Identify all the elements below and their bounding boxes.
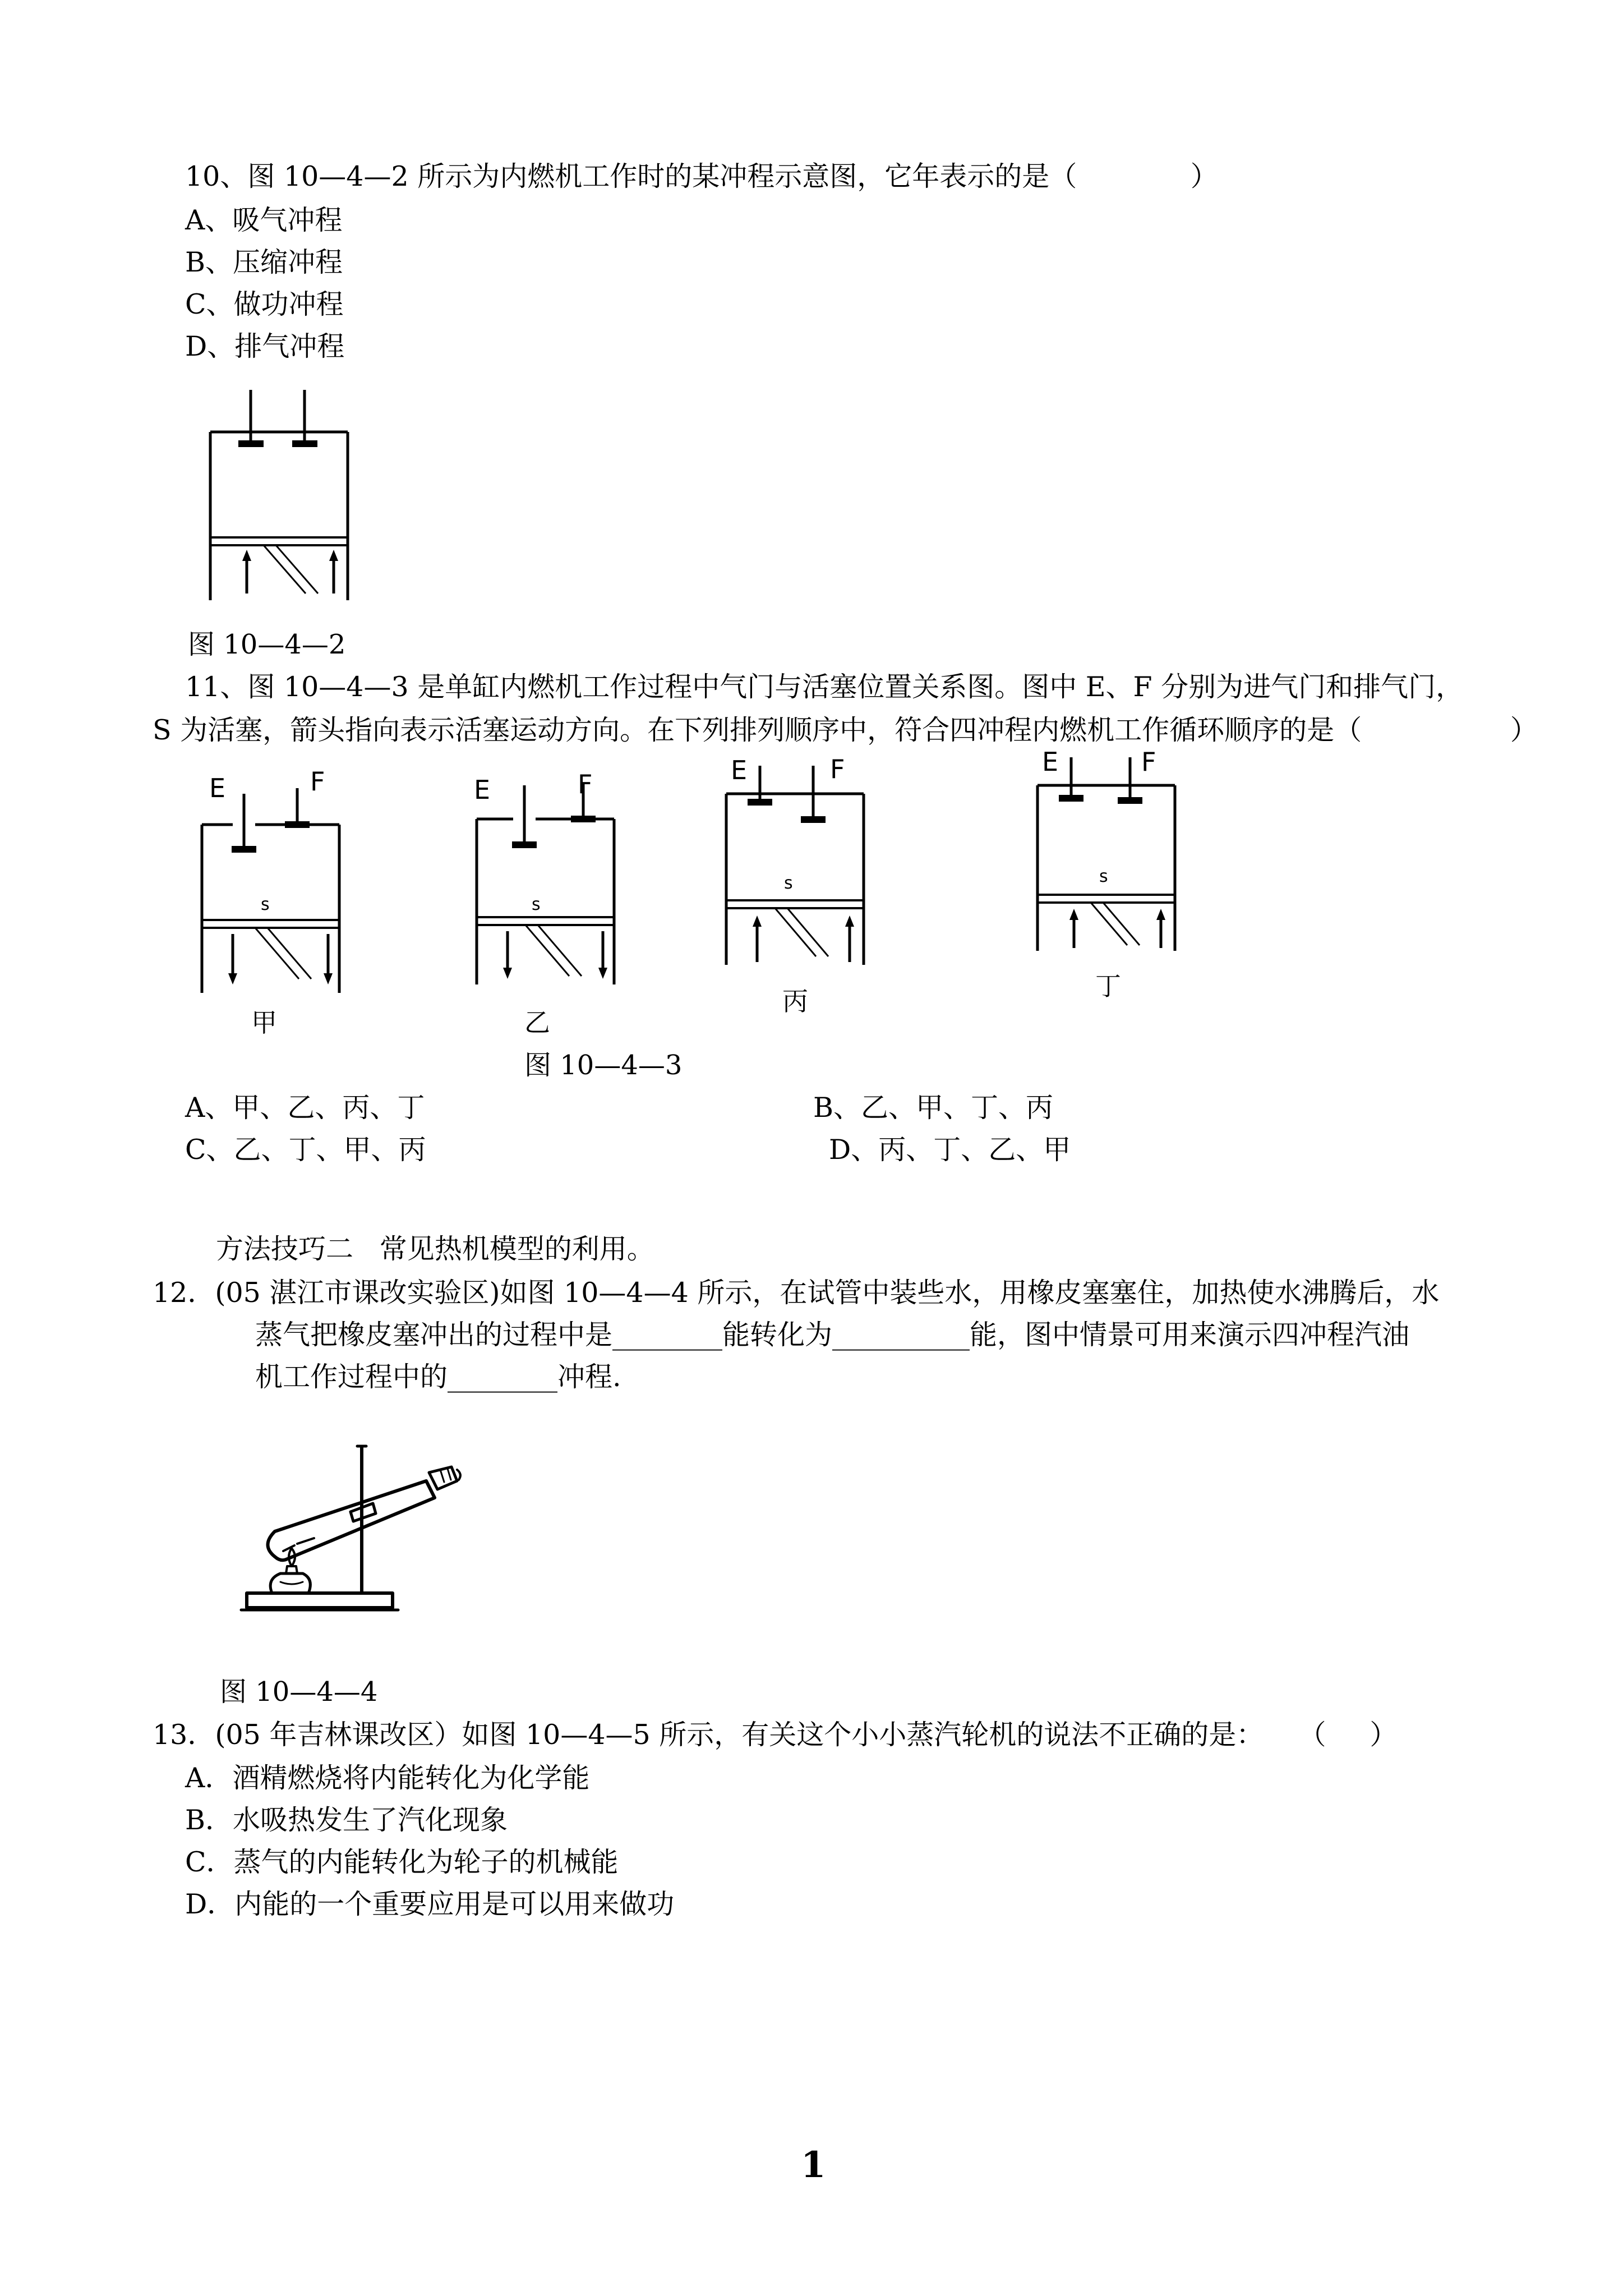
q13-option-a: A．酒精燃烧将内能转化为化学能 — [185, 1762, 590, 1794]
q13-option-d: D．内能的一个重要应用是可以用来做功 — [185, 1888, 675, 1920]
q13-option-b: B．水吸热发生了汽化现象 — [185, 1804, 508, 1836]
q12-line3: 机工作过程中的________冲程. — [255, 1361, 621, 1393]
q10-figure-caption: 图 10—4—2 — [188, 629, 346, 660]
diagram-bing — [723, 763, 869, 968]
q12-line1: 12．(05 湛江市课改实验区)如图 10—4—4 所示，在试管中装些水，用橡皮塞塞住，加热使水沸腾后，水 — [153, 1277, 1440, 1309]
q11-option-b: B、乙、甲、丁、丙 — [813, 1092, 1054, 1124]
q10-stem: 10、图 10—4—2 所示为内燃机工作时的某冲程示意图，它年表示的是（ ） — [185, 160, 1218, 192]
q11-stem-line2: S 为活塞，箭头指向表示活塞运动方向。在下列排列顺序中，符合四冲程内燃机工作循环顺序的是（ ） — [153, 714, 1538, 746]
q13-option-c: C．蒸气的内能转化为轮子的机械能 — [185, 1846, 619, 1878]
jia-label: 甲 — [251, 1007, 277, 1038]
q12-figure-caption: 图 10—4—4 — [220, 1676, 378, 1708]
q11-figure-caption: 图 10—4—3 — [524, 1050, 683, 1081]
ding-label: 丁 — [1095, 971, 1121, 1001]
q11-option-c: C、乙、丁、甲、丙 — [185, 1134, 426, 1166]
q11-option-d: D、丙、丁、乙、甲 — [829, 1134, 1071, 1166]
yi-valve-f-label: F — [578, 769, 593, 799]
diagram-ding — [1035, 754, 1181, 954]
yi-piston-label: s — [532, 895, 541, 914]
q12-line2: 蒸气把橡皮塞冲出的过程中是________能转化为__________能，图中情景可用来演示四冲程汽油 — [255, 1319, 1410, 1351]
jia-piston-label: s — [261, 895, 270, 914]
bing-valve-e-label: E — [731, 755, 748, 785]
section-heading: 方法技巧二 常见热机模型的利用。 — [216, 1233, 654, 1265]
page-number: 1 — [801, 2144, 826, 2186]
q10-option-b: B、压缩冲程 — [185, 246, 343, 278]
q10-option-d: D、排气冲程 — [185, 330, 345, 362]
bing-piston-label: s — [784, 873, 793, 893]
q11-stem-line1: 11、图 10—4—3 是单缸内燃机工作过程中气门与活塞位置关系图。图中 E、F 分别为进气门和排气门， — [185, 671, 1464, 703]
engine-cylinder-diagram — [208, 387, 359, 603]
bing-valve-f-label: F — [830, 754, 845, 784]
yi-label: 乙 — [524, 1007, 550, 1038]
q11-option-a: A、甲、乙、丙、丁 — [185, 1092, 425, 1124]
q13-stem: 13．(05 年吉林课改区）如图 10—4—5 所示，有关这个小小蒸汽轮机的说法不正确的是： （ ） — [153, 1719, 1398, 1751]
ding-piston-label: s — [1099, 867, 1108, 886]
jia-valve-f-label: F — [310, 766, 325, 797]
jia-valve-e-label: E — [209, 773, 226, 803]
ding-valve-e-label: E — [1042, 747, 1059, 777]
q10-option-a: A、吸气冲程 — [185, 204, 343, 236]
diagram-yi — [474, 780, 620, 987]
yi-valve-e-label: E — [474, 775, 491, 805]
bing-label: 丙 — [782, 986, 808, 1016]
diagram-jia — [199, 785, 345, 996]
q10-option-c: C、做功冲程 — [185, 288, 344, 320]
test-tube-apparatus-illustration — [241, 1442, 465, 1616]
ding-valve-f-label: F — [1141, 747, 1156, 777]
